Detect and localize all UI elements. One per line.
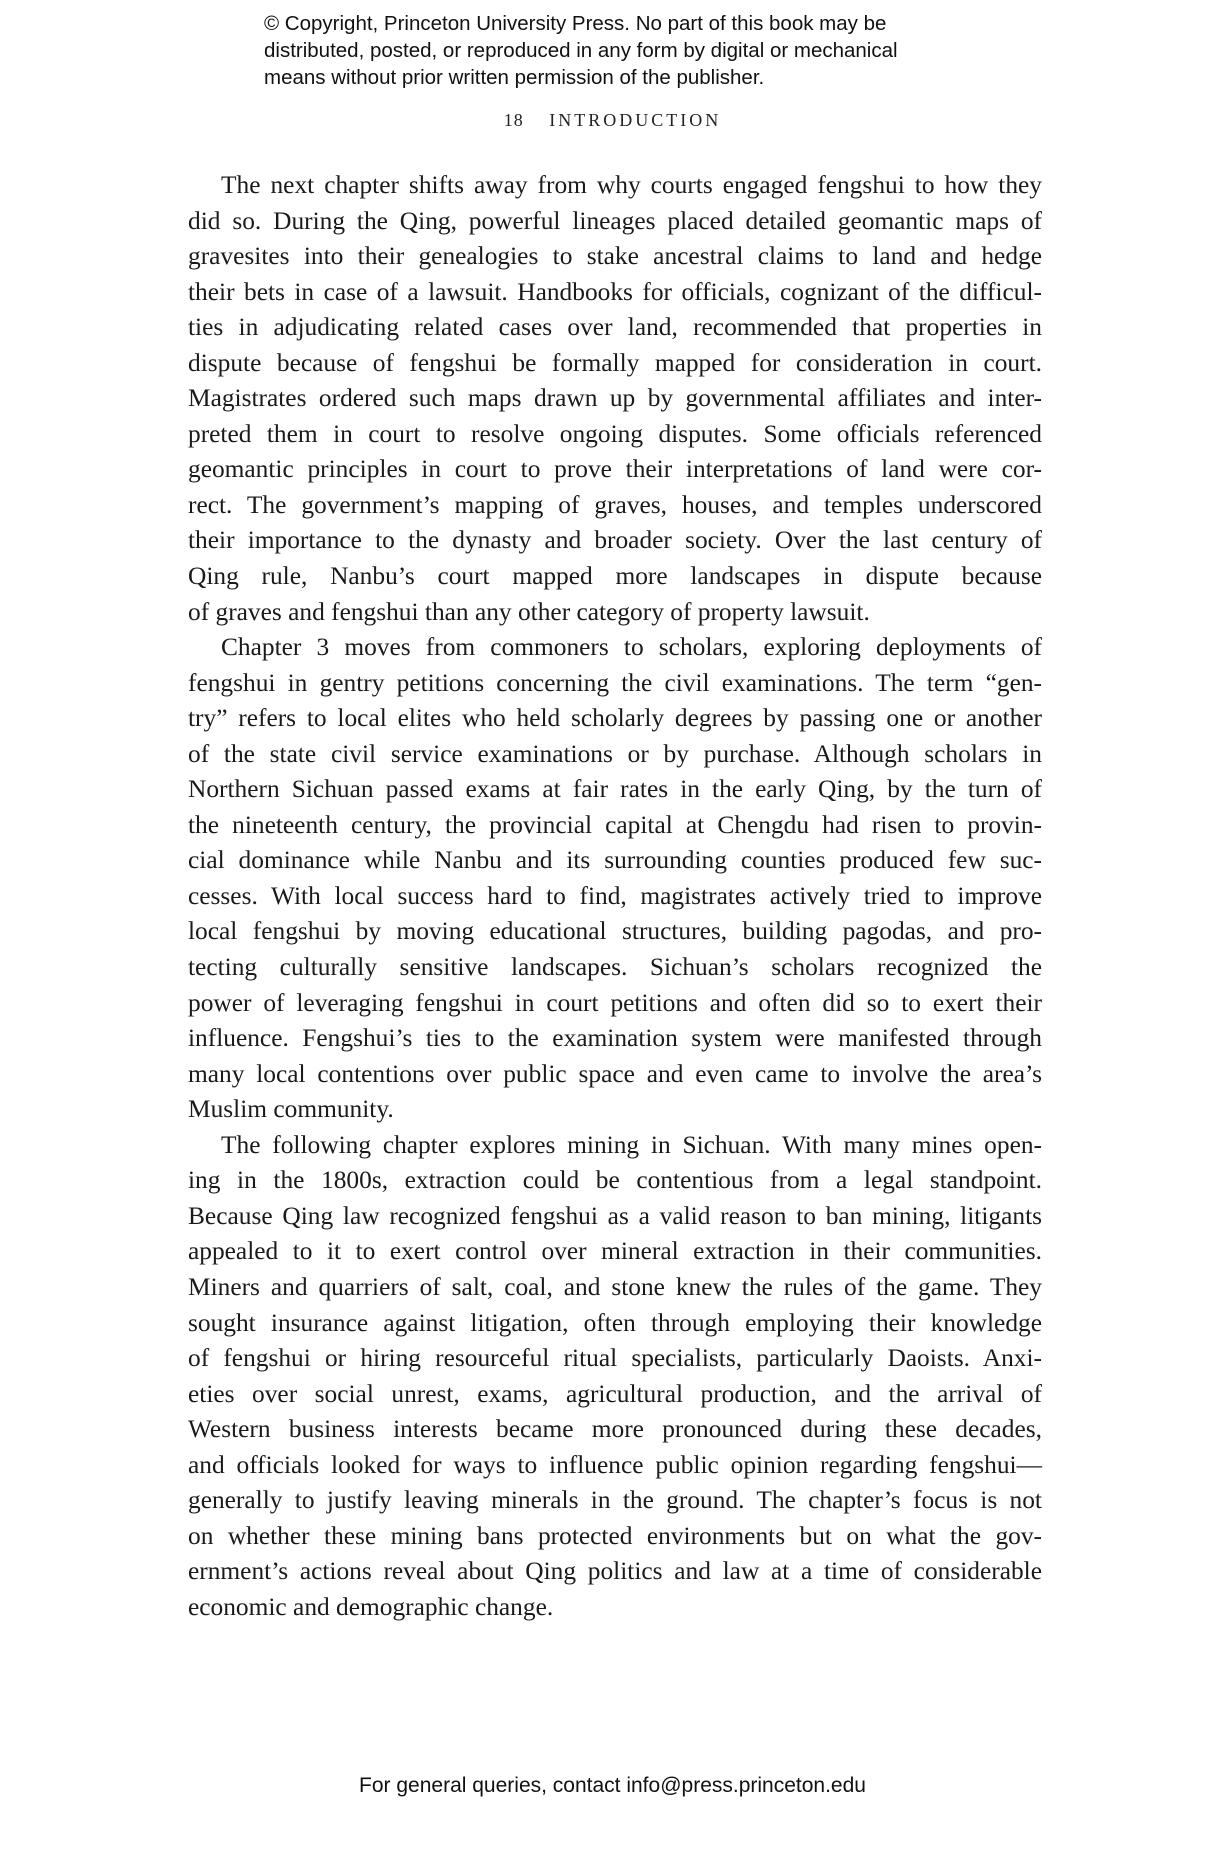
text-line: their bets in case of a lawsuit. Handbooks for officials, cognizant of the difficul- — [188, 277, 1042, 306]
section-title: INTRODUCTION — [549, 110, 722, 130]
text-line: Muslim community. — [188, 1095, 394, 1124]
copyright-notice — [264, 10, 1004, 91]
text-line: ties in adjudicating related cases over land, recommended that properties in — [188, 313, 1042, 342]
text-line: fengshui in gentry petitions concerning the civil examinations. The term “gen- — [188, 668, 1042, 697]
copyright-line: distributed, posted, or reproduced in any form by digital or mechanical — [264, 39, 898, 62]
text-line: of fengshui or hiring resourceful ritual specialists, particularly Daoists. Anxi- — [188, 1344, 1042, 1373]
text-line: on whether these mining bans protected environments but on what the gov- — [188, 1521, 1042, 1550]
copyright-line: means without prior written permission of the publisher. — [264, 66, 765, 89]
text-line: Western business interests became more pronounced during these decades, — [188, 1415, 1042, 1444]
text-line: rect. The government’s mapping of graves, houses, and temples underscored — [188, 490, 1042, 519]
text-line: Chapter 3 moves from commoners to scholars, exploring deployments of — [221, 633, 1042, 662]
text-line: preted them in court to resolve ongoing disputes. Some officials referenced — [188, 419, 1042, 448]
text-line: tecting culturally sensitive landscapes. Sichuan’s scholars recognized the — [188, 953, 1042, 982]
text-line: ernment’s actions reveal about Qing politics and law at a time of considerable — [188, 1557, 1042, 1586]
body-text — [188, 168, 1042, 1625]
text-line: cesses. With local success hard to find, magistrates actively tried to improve — [188, 881, 1042, 910]
text-line: Because Qing law recognized fengshui as a valid reason to ban mining, litigants — [188, 1201, 1042, 1230]
text-line: eties over social unrest, exams, agricultural production, and the arrival of — [188, 1379, 1042, 1408]
text-line: Miners and quarriers of salt, coal, and stone knew the rules of the game. They — [188, 1272, 1042, 1301]
text-line: many local contentions over public space and even came to involve the area’s — [188, 1059, 1042, 1088]
text-line: their importance to the dynasty and broader society. Over the last century of — [188, 526, 1042, 555]
text-line: of the state civil service examinations or by purchase. Although scholars in — [188, 739, 1042, 768]
text-line: ing in the 1800s, extraction could be contentious from a legal standpoint. — [188, 1166, 1042, 1195]
text-line: Northern Sichuan passed exams at fair rates in the early Qing, by the turn of — [188, 775, 1042, 804]
text-line: dispute because of fengshui be formally mapped for consideration in court. — [188, 348, 1042, 377]
text-line: power of leveraging fengshui in court petitions and often did so to exert their — [188, 988, 1042, 1017]
paragraph — [188, 630, 1042, 1128]
text-line: The next chapter shifts away from why courts engaged fengshui to how they — [221, 171, 1042, 199]
paragraph — [188, 1128, 1042, 1626]
text-line: gravesites into their genealogies to stake ancestral claims to land and hedge — [188, 242, 1042, 271]
paragraph — [188, 168, 1042, 630]
text-line: generally to justify leaving minerals in the ground. The chapter’s focus is not — [188, 1486, 1042, 1515]
text-line: Magistrates ordered such maps drawn up by governmental affiliates and inter- — [188, 384, 1042, 413]
text-line: appealed to it to exert control over mineral extraction in their communities. — [188, 1237, 1042, 1266]
text-line: try” refers to local elites who held scholarly degrees by passing one or another — [188, 704, 1042, 733]
text-line: geomantic principles in court to prove their interpretations of land were cor- — [188, 455, 1042, 484]
text-line: cial dominance while Nanbu and its surrounding counties produced few suc- — [188, 846, 1042, 875]
text-line: The following chapter explores mining in Sichuan. With many mines open- — [221, 1130, 1042, 1159]
text-line: influence. Fengshui’s ties to the examination system were manifested through — [188, 1024, 1042, 1053]
text-line: Qing rule, Nanbu’s court mapped more landscapes in dispute because — [188, 562, 1042, 591]
text-line: the nineteenth century, the provincial capital at Chengdu had risen to provin- — [188, 810, 1042, 839]
text-line: sought insurance against litigation, often through employing their knowledge — [188, 1308, 1042, 1337]
page-number: 18 — [503, 110, 524, 130]
footer-contact: For general queries, contact info@press.princeton.edu — [359, 1774, 866, 1797]
text-line: and officials looked for ways to influence public opinion regarding fengshui— — [188, 1450, 1042, 1479]
copyright-line: © Copyright, Princeton University Press. No part of this book may be — [264, 12, 887, 35]
text-line: did so. During the Qing, powerful lineages placed detailed geomantic maps of — [188, 206, 1042, 235]
text-line: of graves and fengshui than any other category of property lawsuit. — [188, 597, 870, 626]
running-head — [0, 110, 1225, 131]
text-line: local fengshui by moving educational structures, building pagodas, and pro- — [188, 917, 1042, 946]
text-line: economic and demographic change. — [188, 1592, 554, 1621]
